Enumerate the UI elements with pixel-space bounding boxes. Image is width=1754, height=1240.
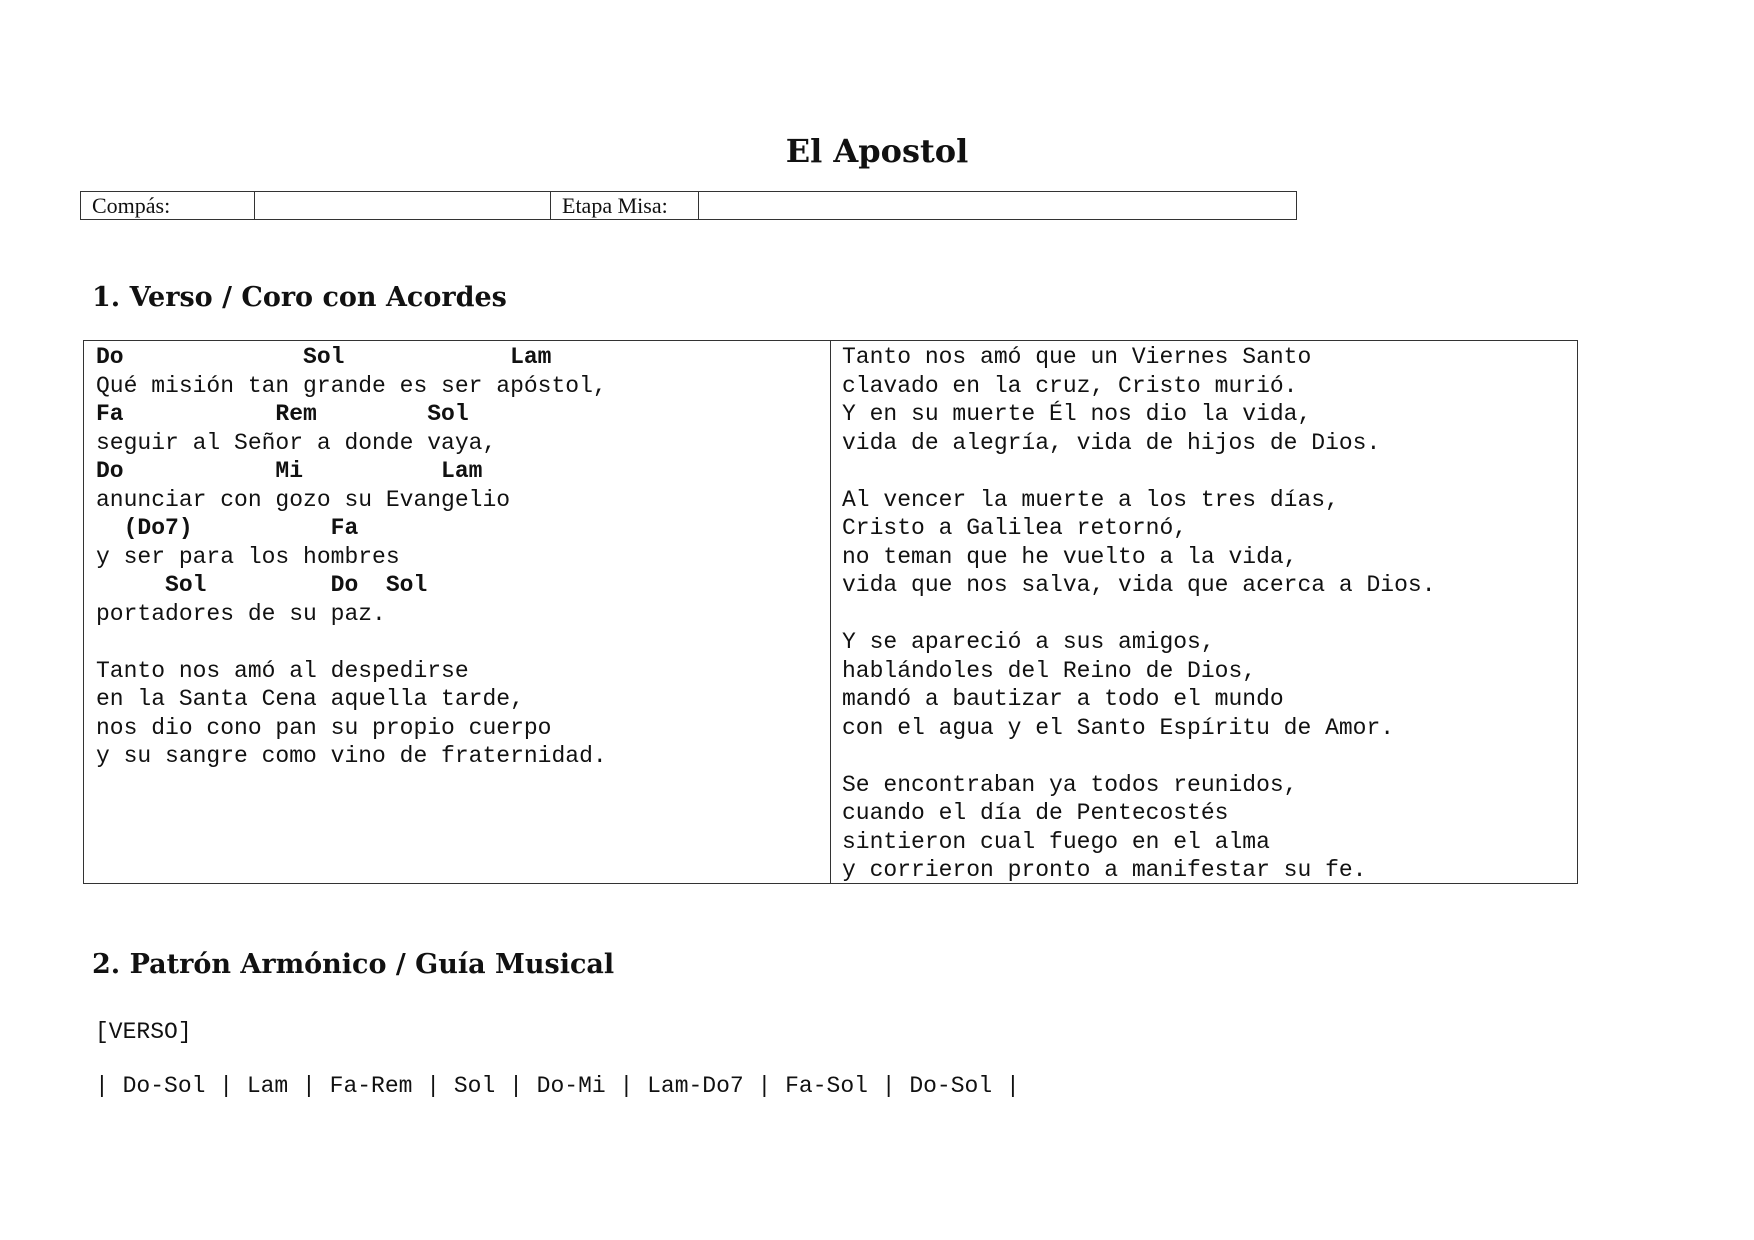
lyric-line: Se encontraban ya todos reunidos, — [842, 771, 1298, 798]
chord-line: Fa Rem Sol — [96, 401, 469, 427]
lyric-line: seguir al Señor a donde vaya, — [96, 429, 497, 456]
lyric-line: anunciar con gozo su Evangelio — [96, 486, 511, 513]
lyric-line: y ser para los hombres — [96, 543, 400, 570]
lyric-line: sintieron cual fuego en el alma — [842, 828, 1270, 855]
lyric-line: Tanto nos amó que un Viernes Santo — [842, 344, 1312, 370]
blank-line — [842, 457, 1577, 486]
lyric-line: Qué misión tan grande es ser apóstol, — [96, 372, 607, 399]
lyric-line: vida que nos salva, vida que acerca a Dios. — [842, 572, 1436, 598]
section-heading-verso-coro: 1. Verso / Coro con Acordes — [92, 282, 507, 313]
lyric-line: nos dio cono pan su propio cuerpo — [96, 714, 552, 741]
song-title: El Apostol — [785, 132, 969, 170]
chord-pattern: | Do-Sol | Lam | Fa-Rem | Sol | Do-Mi | Lam-Do7 | Fa-Sol | Do-Sol | — [95, 1073, 1020, 1099]
lyric-line: portadores de su paz. — [96, 600, 386, 627]
lyric-line: Cristo a Galilea retornó, — [842, 515, 1188, 541]
verso-section-tag: [VERSO] — [95, 1019, 192, 1045]
blank-line — [842, 742, 1577, 771]
song-table — [83, 340, 1578, 884]
chord-line: Sol Do Sol — [96, 572, 428, 598]
blank-line — [96, 628, 830, 657]
lyric-line: con el agua y el Santo Espíritu de Amor. — [842, 714, 1395, 741]
etapa-misa-value — [699, 192, 1297, 220]
lyric-line: hablándoles del Reino de Dios, — [842, 657, 1257, 684]
lyric-line: y corrieron pronto a manifestar su fe. — [842, 857, 1367, 883]
chord-line: Do Sol Lam — [96, 344, 552, 370]
lyric-line: Al vencer la muerte a los tres días, — [842, 486, 1339, 513]
lyric-line: Tanto nos amó al despedirse — [96, 657, 469, 684]
song-right-column — [831, 341, 1577, 883]
lyric-line: y su sangre como vino de fraternidad. — [96, 743, 607, 769]
section-heading-patron-armonico: 2. Patrón Armónico / Guía Musical — [92, 949, 615, 980]
song-left-column — [84, 341, 831, 883]
blank-line — [842, 600, 1577, 629]
lyric-line: no teman que he vuelto a la vida, — [842, 543, 1298, 570]
etapa-misa-label: Etapa Misa: — [551, 192, 699, 220]
lyric-line: cuando el día de Pentecostés — [842, 800, 1229, 826]
lyric-line: vida de alegría, vida de hijos de Dios. — [842, 429, 1381, 456]
meta-table — [80, 191, 1297, 220]
lyric-line: en la Santa Cena aquella tarde, — [96, 686, 524, 712]
chord-line: Do Mi Lam — [96, 458, 483, 484]
lyric-line: clavado en la cruz, Cristo murió. — [842, 372, 1298, 399]
compas-value — [255, 192, 551, 220]
meta-row — [81, 192, 1297, 220]
chord-line: (Do7) Fa — [96, 515, 359, 541]
lyric-line: mandó a bautizar a todo el mundo — [842, 686, 1284, 712]
lyric-line: Y se apareció a sus amigos, — [842, 629, 1215, 655]
compas-label: Compás: — [81, 192, 255, 220]
lyric-line: Y en su muerte Él nos dio la vida, — [842, 401, 1312, 427]
